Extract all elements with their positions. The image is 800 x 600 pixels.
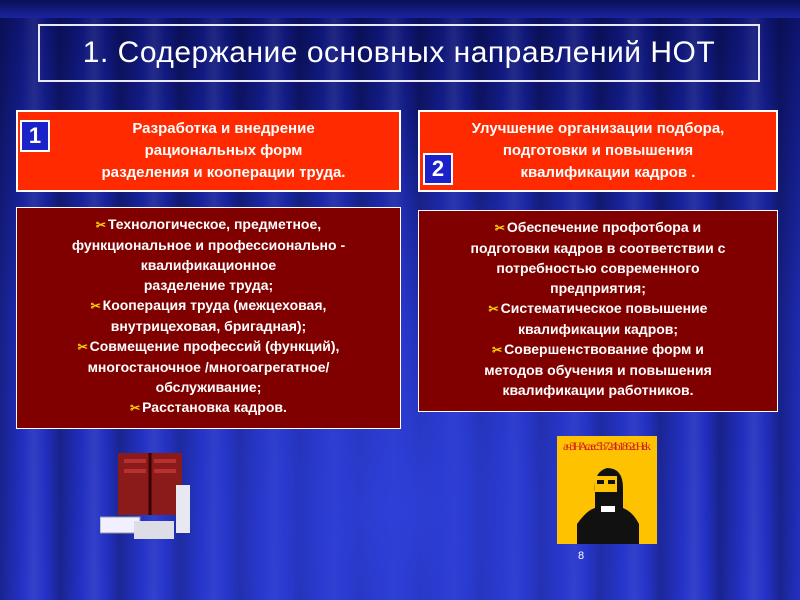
scissors-icon: ✂: [77, 340, 88, 354]
book-reader-clipart: [100, 445, 200, 545]
list-item: ✂ Совмещение профессий (функций), многостаночное /многоагрегатное/ обслуживание;: [77, 338, 340, 395]
left-heading-line-2: рациональных форм: [144, 142, 303, 159]
table-shape: [134, 521, 174, 539]
scissors-icon: ✂: [130, 401, 141, 415]
left-heading-box: [16, 110, 401, 192]
right-heading-box: [418, 110, 778, 192]
list-item: ✂ Совершенствование форм и методов обучения и повышения квалификации работников.: [484, 341, 712, 398]
left-details-list: [17, 214, 400, 418]
right-heading-line-2: подготовки и повышения: [502, 142, 694, 159]
left-details-box: [16, 207, 401, 429]
slide-title-text: 1. Содержание основных направлений НОТ: [82, 36, 716, 69]
page-number: 8: [578, 550, 585, 562]
list-item: ✂ Технологическое, предметное, функциональное и профессионально - квалификационное разделение труда;: [71, 216, 346, 293]
list-item: ✂ Кооперация труда (межцеховая, внутрицеховая, бригадная);: [90, 297, 327, 334]
scissors-icon: ✂: [488, 302, 499, 316]
scissors-icon: ✂: [90, 299, 101, 313]
right-details-list: [419, 217, 777, 400]
curtain-valance: [0, 0, 800, 18]
scissors-icon: ✂: [95, 218, 106, 232]
section-number-badge-2: 2: [423, 153, 453, 185]
right-heading-line-1: Улучшение организации подбора,: [471, 120, 725, 137]
right-details-box: [418, 210, 778, 412]
left-heading-line-3: разделения и кооперации труда.: [101, 164, 346, 181]
list-item: ✂ Расстановка кадров.: [130, 399, 287, 415]
right-heading-line-3: квалификации кадров .: [520, 164, 696, 181]
scissors-icon: ✂: [494, 221, 505, 235]
list-item: ✂ Обеспечение профотбора и подготовки кадров в соответствии с потребностью современного предприятия;: [470, 219, 726, 296]
left-heading-line-1: Разработка и внедрение: [132, 120, 315, 137]
slide-title: [38, 24, 760, 82]
figure-shape: [176, 485, 190, 533]
section-number-badge-1: 1: [20, 120, 50, 152]
scissors-icon: ✂: [492, 343, 503, 357]
thinking-head-clipart: [557, 436, 657, 544]
list-item: ✂ Систематическое повышение квалификации кадров;: [488, 300, 708, 337]
flying-letters: a ч 3 H A c a e c 5 b 7 2 4 b 1 8 6 2 c H e k: [563, 439, 651, 453]
collar-shape: [601, 506, 615, 512]
